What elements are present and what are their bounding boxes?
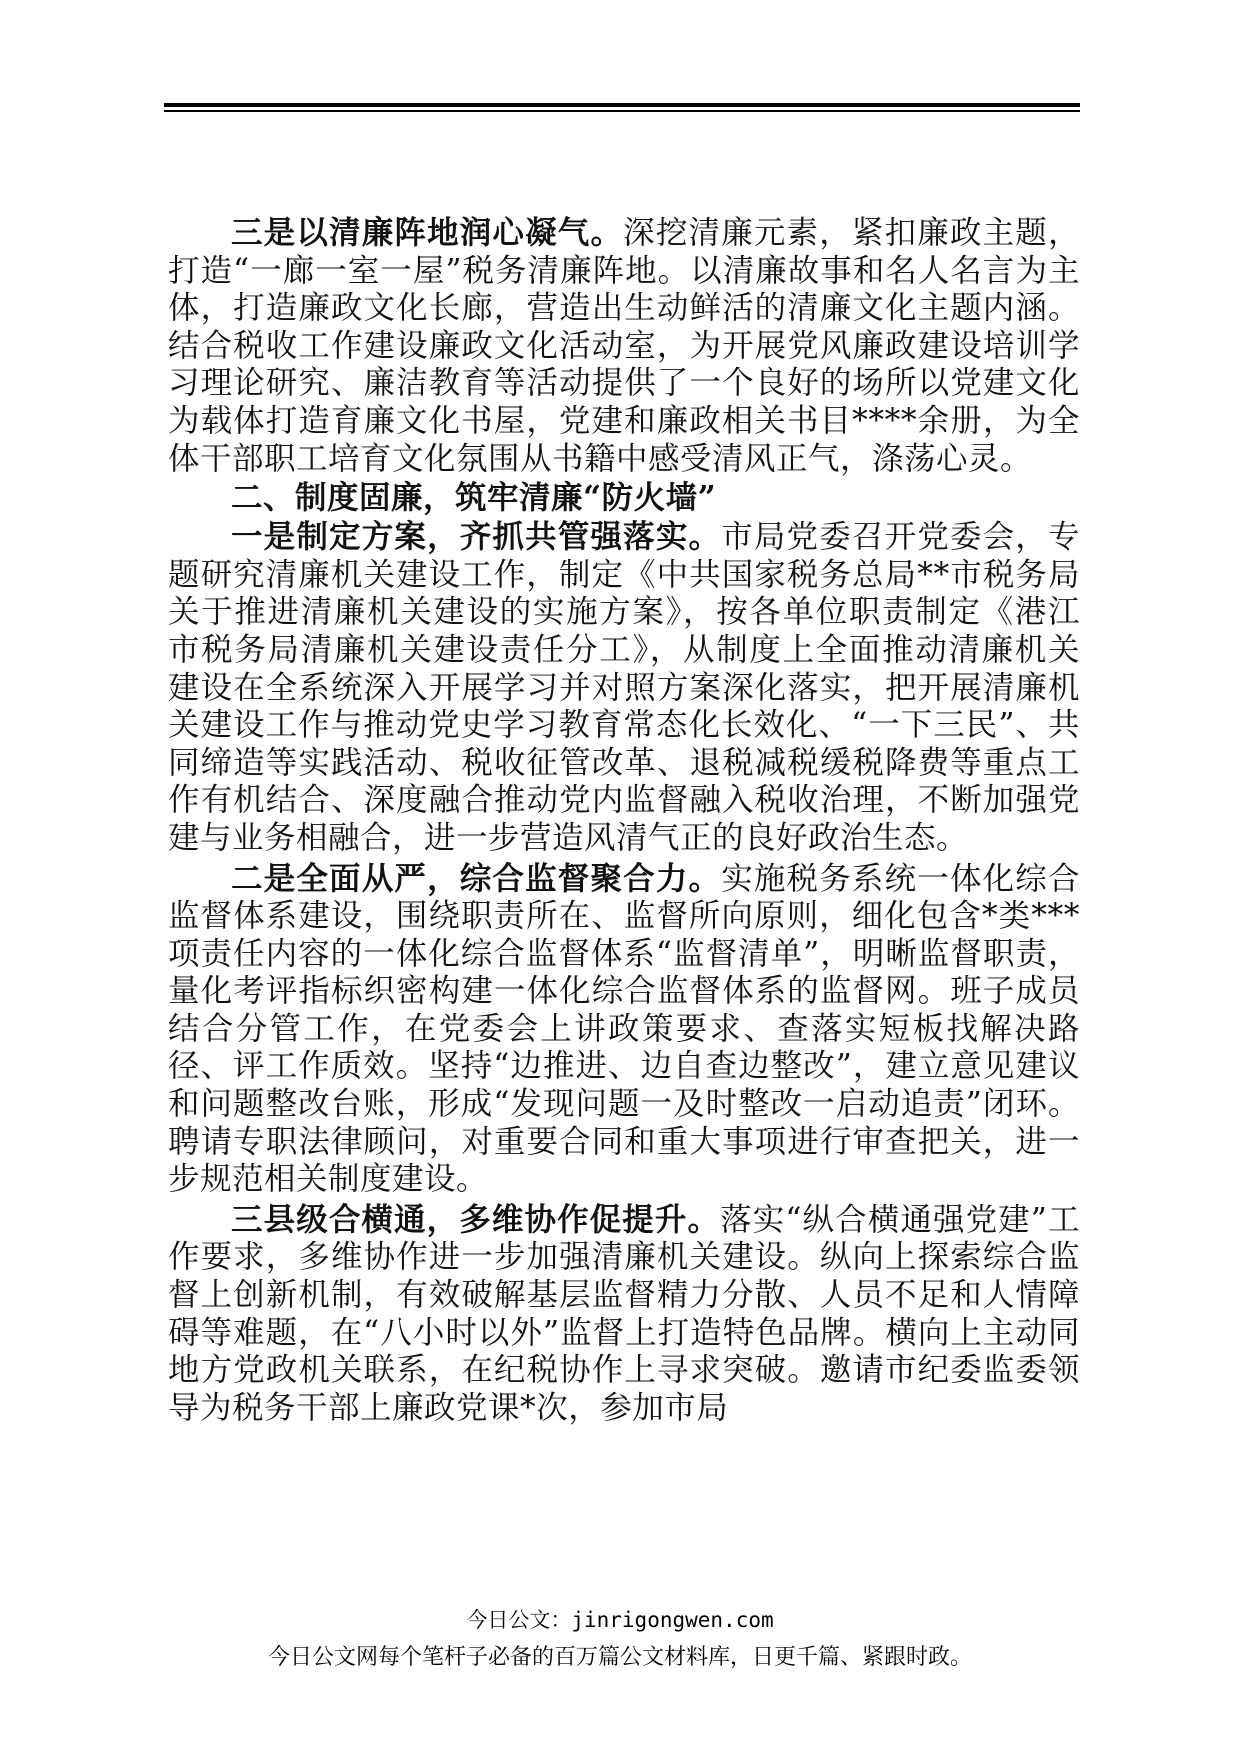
paragraph-text: 深挖清廉元素，紧扣廉政主题，打造“一廊一室一屋”税务清廉阵地。以清廉故事和名人名言为主体，打造廉政文化长廊，营造出生动鲜活的清廉文化主题内涵。结合税收工作建设廉政文化活动室，为开展党风廉政建设培训学习理论研究、廉洁教育等活动提供了一个良好的场所以党建文化为载体打造育廉文化书屋，党建和廉政相关书目****余册，为全体干部职工培育文化氛围从书籍中感受清风正气，涤荡心灵。	[168, 215, 1080, 477]
paragraph-text: 落实“纵合横通强党建”工作要求，多维协作进一步加强清廉机关建设。纵向上探索综合监督上创新机制，有效破解基层监督精力分散、人员不足和人情障碍等难题，在“八小时以外”监督上打造特色品牌。横向上主动同地方党政机关联系，在纪税协作上寻求突破。邀请市纪委监委领导为税务干部上廉政党课*次，参加市局	[168, 1201, 1080, 1426]
paragraph-lead: 一是制定方案，齐抓共管强落实。	[231, 518, 722, 556]
paragraph-lead: 三县级合横通，多维协作促提升。	[231, 1200, 721, 1238]
header-rule-thick	[164, 103, 1080, 107]
document-body	[168, 214, 1080, 1427]
footer-source	[0, 1604, 1240, 1634]
paragraph-1	[168, 214, 1080, 478]
header-rule-thin	[164, 110, 1080, 112]
paragraph-3	[168, 860, 1080, 1199]
paragraph-lead: 三是以清廉阵地润心凝气。	[231, 214, 624, 251]
footer-label: 今日公文：	[466, 1608, 572, 1632]
paragraph-text: 市局党委召开党委会，专题研究清廉机关建设工作，制定《中共国家税务总局**市税务局关于推进清廉机关建设的实施方案》，按各单位职责制定《港江市税务局清廉机关建设责任分工》，从制度上全面推动清廉机关建设在全系统深入开展学习并对照方案深化落实，把开展清廉机关建设工作与推动党史学习教育常态化长效化、“一下三民”、共同缔造等实践活动、税收征管改革、退税减税缓税降费等重点工作有机结合、深度融合推动党内监督融入税收治理，不断加强党建与业务相融合，进一步营造风清气正的良好政治生态。	[168, 519, 1080, 856]
paragraph-2	[168, 518, 1080, 857]
section-heading: 二、制度固廉，筑牢清廉“防火墙”	[231, 479, 717, 517]
paragraph-lead: 二是全面从严，综合监督聚合力。	[231, 859, 722, 897]
footer-slogan: 今日公文网每个笔杆子必备的百万篇公文材料库，日更千篇、紧跟时政。	[267, 1645, 972, 1670]
paragraph-text: 实施税务系统一体化综合监督体系建设，围绕职责所在、监督所向原则，细化包含*类***项责任内容的一体化综合监督体系“监督清单”，明晰监督职责，量化考评指标织密构建一体化综合监督体系的监督网。班子成员结合分管工作，在党委会上讲政策要求、查落实短板找解决路径、评工作质效。坚持“边推进、边自查边整改”，建立意见建议和问题整改台账，形成“发现问题一及时整改一启动追责”闭环。聘请专职法律顾问，对重要合同和重大事项进行审查把关，进一步规范相关制度建设。	[168, 860, 1080, 1198]
footer-url-link[interactable]: jinrigongwen.com	[571, 1608, 774, 1632]
paragraph-4	[168, 1201, 1080, 1428]
